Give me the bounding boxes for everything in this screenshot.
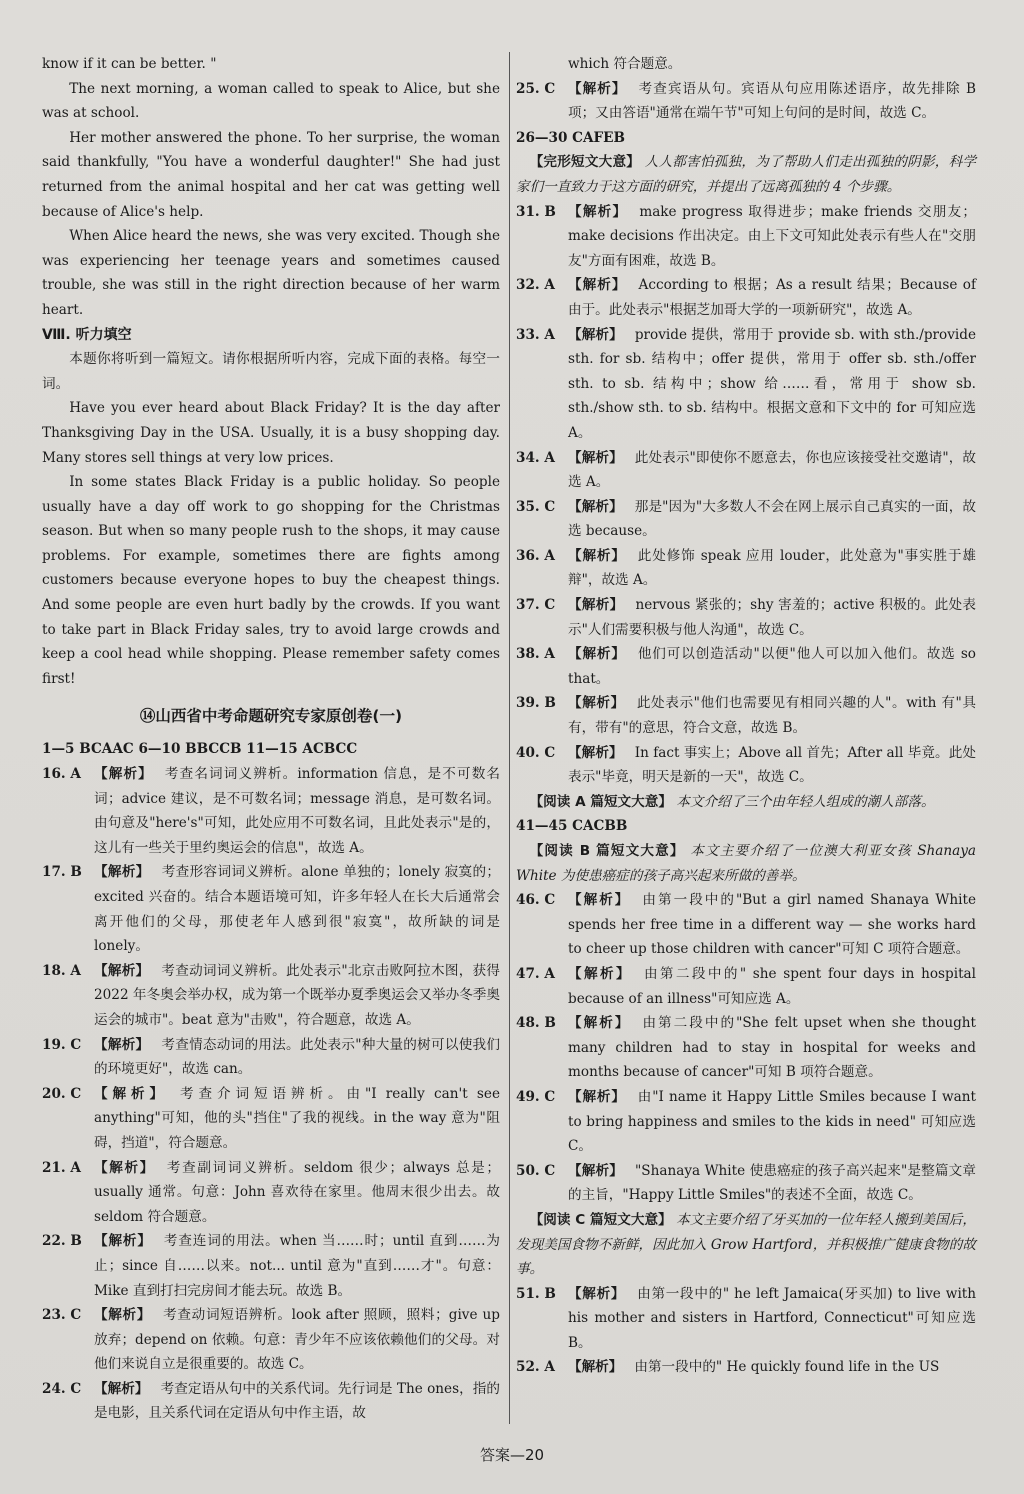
question-number: 34. A <box>516 449 555 466</box>
explanation-text: According to 根据；As a result 结果；Because of 由于。此处表示"根据芝加哥大学的一项新研究"，故选 A。 <box>568 277 977 318</box>
listening-paragraph: Have you ever heard about Black Friday? It is the day after Thanksgiving Day in the USA. Usually, it is a busy shopping day. Many stores sell things at very low prices. <box>42 400 500 466</box>
analysis-tag: 【解析】 <box>568 498 623 515</box>
analysis-tag: 【解析】 <box>94 1036 150 1053</box>
question-explanation <box>516 741 976 790</box>
listening-heading: Ⅷ. 听力填空 <box>42 326 132 343</box>
explanation-text: 此处表示"他们也需要见有相同兴趣的人"。with 有"具有，带有"的意思，符合文意，故选 B。 <box>568 695 977 737</box>
question-explanation <box>516 77 976 126</box>
question-explanation <box>516 273 976 322</box>
analysis-tag: 【解析】 <box>568 1088 626 1105</box>
question-explanation <box>42 1033 500 1082</box>
question-number: 52. A <box>516 1359 555 1376</box>
explanation-text: 考查介词短语辨析。由"I really can't see anything"可知，他的头"挡住"了我的视线。in the way 意为"阻碍，挡道"，符合题意。 <box>94 1085 500 1151</box>
explanation-text: 考查定语从句中的关系代词。先行词是 The ones，指的是电影，且关系代词在定语从句中作主语，故 <box>94 1380 501 1422</box>
passage-paragraph: The next morning, a woman called to speak to Alice, but she was at school. <box>42 80 500 122</box>
summary-title: 【阅读 C 篇短文大意】 <box>529 1211 672 1228</box>
analysis-tag: 【解析】 <box>568 547 626 564</box>
question-number: 46. C <box>516 892 556 909</box>
explanation-text: nervous 紧张的；shy 害羞的；active 积极的。此处表示"人们需要积极与他人沟通"，故选 C。 <box>568 597 976 638</box>
explanation-text: 此处表示"即使你不愿意去，你也应该接受社交邀请"，故选 A。 <box>568 449 976 491</box>
analysis-tag: 【解析】 <box>568 892 631 909</box>
question-number: 39. B <box>516 695 556 712</box>
analysis-tag: 【解析】 <box>568 597 624 614</box>
analysis-tag: 【解析】 <box>568 965 632 982</box>
passage-paragraph: Her mother answered the phone. To her surprise, the woman said thankfully, "You have a wonderful daughter!" She had just returned from the animal hospital and her cat was getting well because of Alice's help. <box>42 129 500 220</box>
question-number: 16. A <box>42 766 81 783</box>
analysis-tag: 【解析】 <box>568 203 628 220</box>
passage-paragraph: know if it can be better. " <box>42 56 217 72</box>
summary-title: 【阅读 A 篇短文大意】 <box>529 793 672 810</box>
explanation-text: 由第一段中的"But a girl named Shanaya White spends her free time in a different way — she works hard to cheer up those children with cancer"可知 C 项符合题意。 <box>568 892 976 958</box>
analysis-tag: 【解析】 <box>94 864 150 881</box>
explanation-text: 考查形容词词义辨析。alone 单独的；lonely 寂寞的；excited 兴奋的。结合本题语境可知，许多年轻人在长大后通常会离开他们的父母，那使老年人感到很"寂寞"，故所缺的词是 lonely。 <box>94 864 501 955</box>
question-number: 37. C <box>516 597 556 614</box>
explanation-text: 考查情态动词的用法。此处表示"种大量的树可以使我们的环境更好"，故选 can。 <box>94 1036 500 1078</box>
answers-26-30: 26—30 CAFEB <box>516 129 626 146</box>
question-number: 22. B <box>42 1233 82 1250</box>
analysis-tag: 【解析】 <box>568 744 623 761</box>
question-explanation <box>516 1085 976 1159</box>
explanation-text: provide 提供，常用于 provide sb. with sth./provide sth. for sb. 结构中；offer 提供，常用于 offer sb. sth./offer sth. to sb. 结构中；show 给……看，常用于 show sb. sth./show sth. to sb. 结构中。根据文意和下文中的 for 可知应选 A。 <box>568 326 977 441</box>
question-explanation <box>516 642 976 691</box>
explanation-text: 由第二段中的"She felt upset when she thought many children had to stay in hospital for weeks and months because of cancer"可知 B 项符合题意。 <box>568 1015 976 1081</box>
question-explanation <box>516 593 976 642</box>
summary-title: 【完形短文大意】 <box>529 154 641 171</box>
answers-41-45: 41—45 CACBB <box>516 818 628 835</box>
analysis-tag: 【解析】 <box>94 1233 152 1250</box>
question-explanation <box>42 959 500 1033</box>
explanation-text: 由第一段中的" He quickly found life in the US <box>634 1359 940 1376</box>
exam-title: ⑭山西省中考命题研究专家原创卷(一) <box>139 707 403 726</box>
question-explanation <box>516 691 976 740</box>
question-explanation <box>516 1355 976 1380</box>
question-explanation <box>516 888 976 962</box>
question-explanation <box>516 1011 976 1085</box>
analysis-tag: 【解析】 <box>568 1162 624 1179</box>
explanation-text: make progress 取得进步；make friends 交朋友；make decisions 作出决定。由上下文可知此处表示有些人在"交朋友"方面有困难，故选 B。 <box>568 203 976 269</box>
explanation-text: 考查宾语从句。宾语从句应用陈述语序，故先排除 B 项；又由答语"通常在端午节"可知上句问的是时间，故选 C。 <box>568 80 976 122</box>
explanation-text: 考查名词词义辨析。information 信息，是不可数名词；advice 建议，是不可数名词；message 消息，是可数名词。由句意及"here's"可知，此处应用不可数名词，且此处表示"是的，这儿有一些关于里约奥运会的信息"，故选 A。 <box>94 766 501 856</box>
analysis-tag: 【解析】 <box>94 1159 155 1176</box>
question-number: 36. A <box>516 547 555 564</box>
question-explanation <box>516 1159 976 1208</box>
question-number: 49. C <box>516 1088 556 1105</box>
explanation-text: "Shanaya White 使患癌症的孩子高兴起来"是整篇文章的主旨，"Happy Little Smiles"的表述不全面，故选 C。 <box>568 1162 977 1204</box>
cloze-summary <box>516 150 976 199</box>
mc-answers: 1—5 BCAAC 6—10 BBCCB 11—15 ACBCC <box>42 741 358 758</box>
column-divider <box>509 52 510 1424</box>
analysis-tag: 【解析】 <box>94 766 153 783</box>
passage-paragraph: When Alice heard the news, she was very excited. Though she was experiencing her teenage years and sometimes caused trouble, she was still in the right direction because of her warm heart. <box>42 228 500 318</box>
analysis-tag: 【解析】 <box>568 449 623 466</box>
page-footer: 答案—20 <box>479 1446 545 1464</box>
question-explanation <box>516 544 976 593</box>
question-number: 51. B <box>516 1285 556 1302</box>
analysis-tag: 【解析】 <box>568 1015 631 1032</box>
question-number: 25. C <box>516 80 556 97</box>
question-number: 33. A <box>516 326 555 343</box>
analysis-tag: 【解析】 <box>568 1359 623 1376</box>
analysis-tag: 【解析】 <box>568 277 627 294</box>
listening-instruction: 本题你将听到一篇短文。请你根据所听内容，完成下面的表格。每空一词。 <box>42 351 500 392</box>
explanation-text: 那是"因为"大多数人不会在网上展示自己真实的一面，故选 because。 <box>568 498 976 540</box>
question-explanation <box>516 495 976 544</box>
continuation-text: which 符合题意。 <box>568 56 682 72</box>
analysis-tag: 【解析】 <box>568 326 623 343</box>
analysis-tag: 【解析】 <box>568 646 626 663</box>
explanation-text: In fact 事实上；Above all 首先；After all 毕竟。此处表示"毕竟，明天是新的一天"，故选 C。 <box>568 744 977 786</box>
reading-c-summary <box>516 1208 976 1282</box>
reading-a-summary <box>516 790 976 815</box>
question-number: 38. A <box>516 646 555 663</box>
question-number: 23. C <box>42 1307 82 1324</box>
summary-text: 人人都害怕孤独，为了帮助人们走出孤独的阴影，科学家们一直致力于这方面的研究，并提出了远离孤独的 4 个步骤。 <box>516 154 977 195</box>
question-number: 47. A <box>516 965 555 982</box>
explanation-text: 考查动词短语辨析。look after 照顾，照料；give up 放弃；depend on 依赖。句意：青少年不应该依赖他们的父母。对他们来说自立是很重要的。故选 C。 <box>94 1307 500 1373</box>
question-explanation <box>42 1156 500 1230</box>
question-number: 18. A <box>42 962 81 979</box>
question-number: 35. C <box>516 498 556 515</box>
explanation-text: 考查副词词义辨析。seldom 很少；always 总是；usually 通常。句意：John 喜欢待在家里。他周末很少出去。故 seldom 符合题意。 <box>94 1159 500 1225</box>
question-explanation <box>42 762 500 860</box>
question-number: 24. C <box>42 1380 82 1397</box>
reading-b-summary <box>516 839 976 888</box>
analysis-tag: 【解析】 <box>568 80 627 97</box>
listening-paragraph: In some states Black Friday is a public holiday. So people usually have a day off work to go shopping for the Christmas season. But when so many people rush to the shops, it may cause problems. For example, sometimes there are fights among customers because everyone hopes to buy the cheapest things. And some people are even hurt badly by the crowds. If you want to take part in Black Friday sales, try to avoid large crowds and keep a cool head while shopping. Please remember safety comes first! <box>42 474 500 687</box>
analysis-tag: 【解析】 <box>568 1285 626 1302</box>
analysis-tag: 【解析】 <box>568 695 625 712</box>
summary-text: 本文介绍了三个由年轻人组成的潮人部落。 <box>676 793 935 810</box>
question-number: 48. B <box>516 1015 556 1032</box>
question-number: 50. C <box>516 1162 556 1179</box>
question-explanation <box>42 1377 500 1426</box>
question-explanation <box>516 200 976 274</box>
left-column <box>42 52 500 1426</box>
explanation-text: 由第二段中的" she spent four days in hospital because of an illness"可知应选 A。 <box>568 965 976 1007</box>
explanation-text: 此处修饰 speak 应用 louder，此处意为"事实胜于雄辩"，故选 A。 <box>568 547 977 589</box>
question-explanation <box>42 1229 500 1303</box>
question-explanation <box>516 1282 976 1356</box>
question-continuation <box>516 52 976 77</box>
analysis-tag: 【解析】 <box>94 962 150 979</box>
question-number: 32. A <box>516 277 555 294</box>
question-number: 19. C <box>42 1036 82 1053</box>
summary-text: 本文主要介绍了一位澳大利亚女孩 Shanaya White 为使患癌症的孩子高兴起来所做的善举。 <box>516 843 977 884</box>
question-explanation <box>42 1303 500 1377</box>
analysis-tag: 【解析】 <box>94 1380 149 1397</box>
question-explanation <box>516 962 976 1011</box>
explanation-text: 由第一段中的" he left Jamaica(牙买加) to live with his mother and sisters in Hartford, Connecticut"可知应选 B。 <box>568 1285 977 1351</box>
question-explanation <box>42 860 500 958</box>
explanation-text: 他们可以创造活动"以便"他人可以加入他们。故选 so that。 <box>568 646 976 687</box>
explanation-text: 考查连词的用法。when 当……时；until 直到……为止；since 自……以来。not... until 意为"直到……才"。句意：Mike 直到打扫完房间才能去玩。故选 B。 <box>94 1233 501 1299</box>
question-number: 40. C <box>516 744 556 761</box>
explanation-text: 考查动词词义辨析。此处表示"北京击败阿拉木图，获得 2022 年冬奥会举办权，成为第一个既举办夏季奥运会又举办冬季奥运会的城市"。beat 意为"击败"，符合题意，故选 A。 <box>94 962 500 1028</box>
question-number: 21. A <box>42 1159 81 1176</box>
question-number: 20. C <box>42 1085 82 1102</box>
question-explanation <box>516 446 976 495</box>
question-number: 17. B <box>42 864 82 881</box>
analysis-tag: 【解析】 <box>94 1307 152 1324</box>
analysis-tag: 【解析】 <box>94 1085 168 1102</box>
summary-title: 【阅读 B 篇短文大意】 <box>529 843 685 859</box>
question-number: 31. B <box>516 203 556 220</box>
question-explanation <box>42 1082 500 1156</box>
summary-text: 本文主要介绍了牙买加的一位年轻人搬到美国后，发现美国食物不新鲜，因此加入 Grow Hartford，并积极推广健康食物的故事。 <box>516 1211 976 1278</box>
explanation-text: 由"I name it Happy Little Smiles because I want to bring happiness and smiles to the kids in need" 可知应选 C。 <box>568 1088 976 1155</box>
question-explanation <box>516 323 976 446</box>
right-column <box>516 52 976 1380</box>
